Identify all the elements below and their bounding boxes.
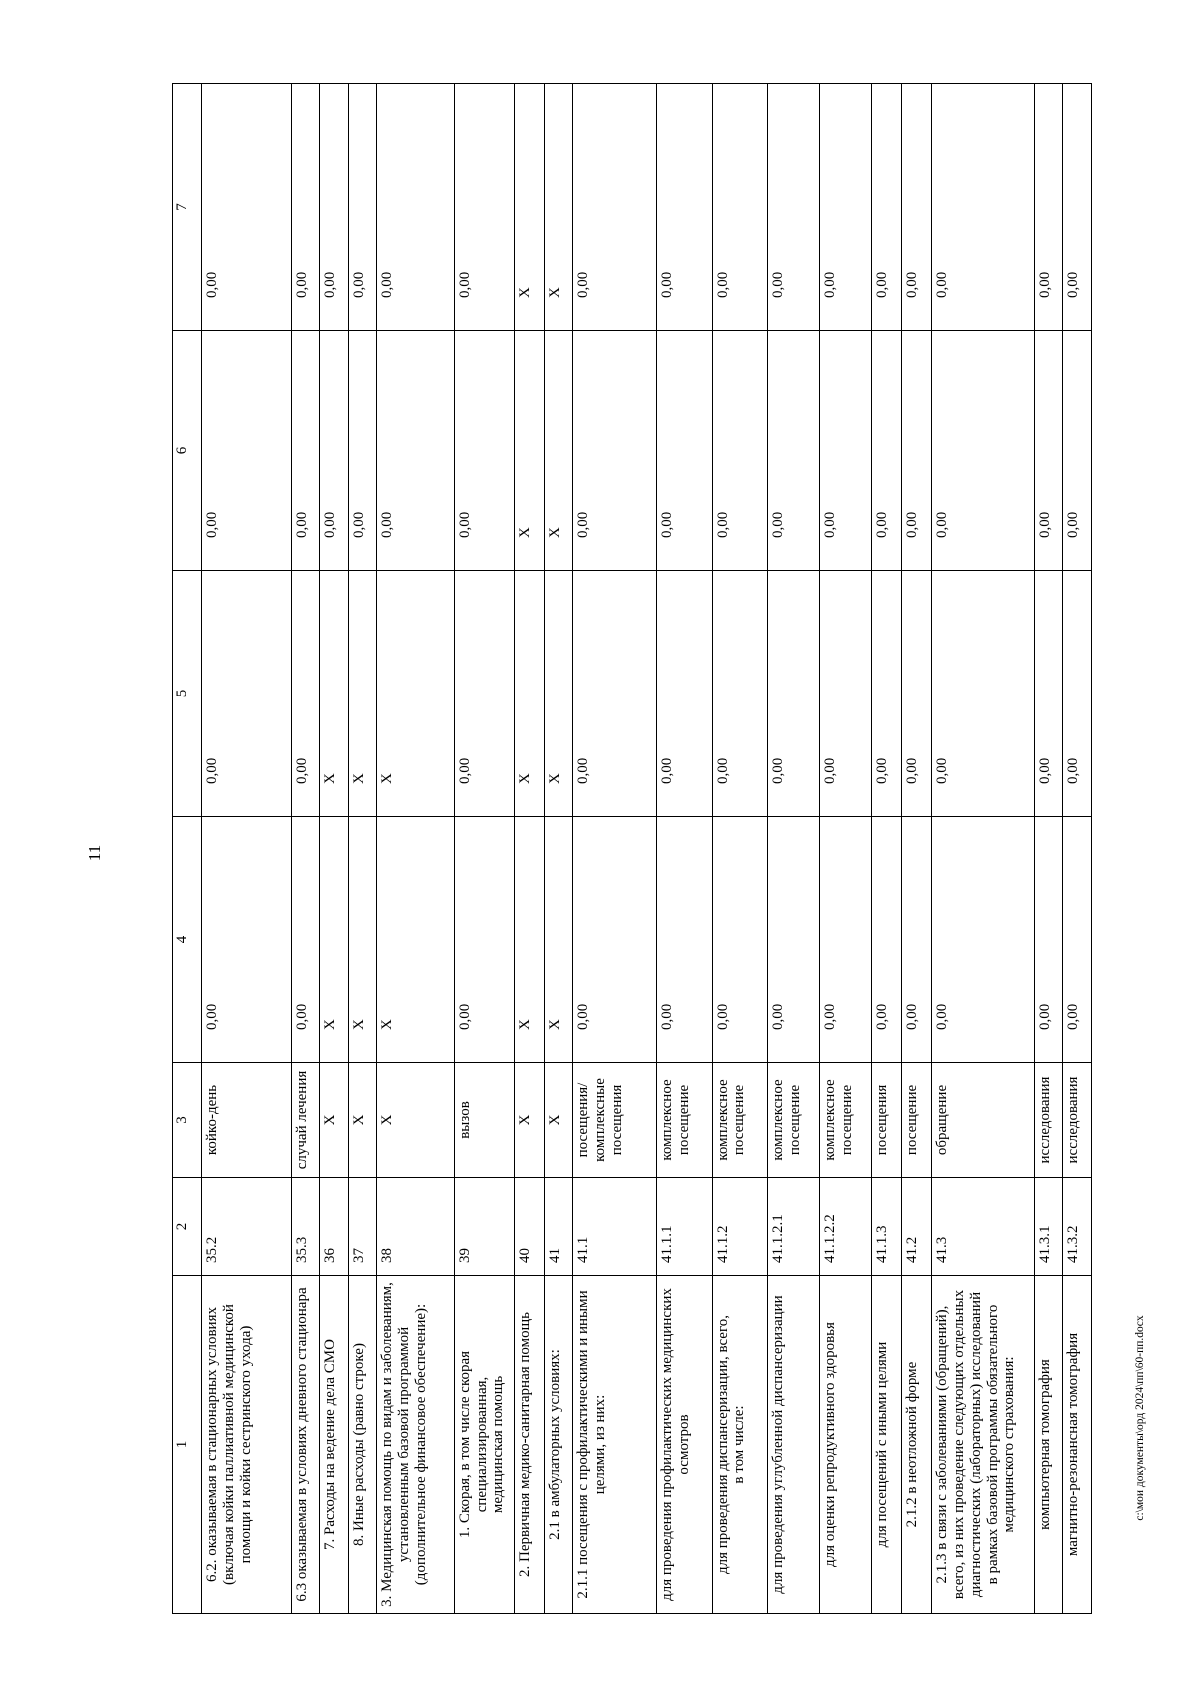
row-code: 41.1.2.2 — [819, 1178, 871, 1276]
row-unit: вызов — [454, 1063, 514, 1178]
table-row — [202, 84, 292, 1614]
row-value-6: 0,00 — [768, 331, 820, 571]
row-value-6: 0,00 — [931, 331, 1034, 571]
row-unit: комплексное посещение — [768, 1063, 820, 1178]
row-name: 2.1.1 посещения с профилактическими и иными целями, из них: — [572, 1276, 656, 1614]
row-code: 41.3.1 — [1034, 1178, 1062, 1276]
row-value-5: 0,00 — [931, 571, 1034, 817]
row-value-6: 0,00 — [454, 331, 514, 571]
row-value-6: 0,00 — [712, 331, 768, 571]
row-value-7: 0,00 — [292, 84, 320, 331]
row-unit: комплексное посещение — [712, 1063, 768, 1178]
row-code: 39 — [454, 1178, 514, 1276]
column-header-7: 7 — [173, 84, 202, 331]
data-table — [172, 83, 1092, 1614]
footer-file-path-text: с:\мои документы\орд 2024\пп\60-пп.docx — [1134, 1315, 1146, 1521]
row-name: для проведения углубленной диспансеризации — [768, 1276, 820, 1614]
row-code: 41.3 — [931, 1178, 1034, 1276]
row-name: для посещений с иными целями — [871, 1276, 901, 1614]
table-row — [454, 84, 514, 1614]
row-code: 35.3 — [292, 1178, 320, 1276]
row-value-4: 0,00 — [202, 817, 292, 1063]
row-value-7: 0,00 — [454, 84, 514, 331]
table-container — [172, 84, 1092, 1614]
row-value-4: Х — [377, 817, 454, 1063]
row-value-5: Х — [514, 571, 544, 817]
rotated-table-frame — [172, 84, 1092, 1614]
row-value-5: Х — [320, 571, 349, 817]
row-value-5: 0,00 — [819, 571, 871, 817]
row-value-6: 0,00 — [202, 331, 292, 571]
row-code: 37 — [349, 1178, 377, 1276]
row-unit: исследования — [1034, 1063, 1062, 1178]
row-value-4: 0,00 — [1062, 817, 1091, 1063]
table-row — [514, 84, 544, 1614]
row-unit: посещения/ комплексные посещения — [572, 1063, 656, 1178]
row-unit: случай лечения — [292, 1063, 320, 1178]
row-value-5: 0,00 — [292, 571, 320, 817]
row-value-4: 0,00 — [931, 817, 1034, 1063]
row-name: 2.1.3 в связи с заболеваниями (обращений), всего, из них проведение следующих отдельных диагностических (лабораторных) исследований в рамках базовой программы обязательного медицинского страхования: — [931, 1276, 1034, 1614]
row-value-4: 0,00 — [656, 817, 712, 1063]
row-name: для проведения диспансеризации, всего, в том числе: — [712, 1276, 768, 1614]
row-value-6: 0,00 — [871, 331, 901, 571]
row-code: 41 — [544, 1178, 572, 1276]
row-value-6: 0,00 — [656, 331, 712, 571]
column-header-4: 4 — [173, 817, 202, 1063]
row-value-4: Х — [514, 817, 544, 1063]
row-value-5: 0,00 — [768, 571, 820, 817]
row-value-7: 0,00 — [349, 84, 377, 331]
table-row — [768, 84, 820, 1614]
row-unit: Х — [544, 1063, 572, 1178]
row-value-7: 0,00 — [572, 84, 656, 331]
table-row — [544, 84, 572, 1614]
row-value-5: 0,00 — [202, 571, 292, 817]
row-value-7: Х — [544, 84, 572, 331]
column-header-3: 3 — [173, 1063, 202, 1178]
table-row — [349, 84, 377, 1614]
row-unit: комплексное посещение — [656, 1063, 712, 1178]
row-name: 2. Первичная медико-санитарная помощь — [514, 1276, 544, 1614]
row-name: 2.1.2 в неотложной форме — [901, 1276, 931, 1614]
row-value-6: 0,00 — [1062, 331, 1091, 571]
row-name: компьютерная томография — [1034, 1276, 1062, 1614]
row-value-5: 0,00 — [901, 571, 931, 817]
row-value-6: 0,00 — [901, 331, 931, 571]
row-value-5: 0,00 — [1034, 571, 1062, 817]
column-header-6: 6 — [173, 331, 202, 571]
table-row — [931, 84, 1034, 1614]
row-value-4: Х — [544, 817, 572, 1063]
row-name: для оценки репродуктивного здоровья — [819, 1276, 871, 1614]
column-header-1: 1 — [173, 1276, 202, 1614]
row-value-4: 0,00 — [712, 817, 768, 1063]
row-value-6: 0,00 — [572, 331, 656, 571]
row-value-7: 0,00 — [819, 84, 871, 331]
row-code: 41.1.1 — [656, 1178, 712, 1276]
row-value-4: Х — [320, 817, 349, 1063]
row-value-4: 0,00 — [1034, 817, 1062, 1063]
row-value-5: 0,00 — [572, 571, 656, 817]
table-body — [173, 84, 1092, 1614]
table-row — [656, 84, 712, 1614]
row-value-7: 0,00 — [202, 84, 292, 331]
row-name: 6.3 оказываемая в условиях дневного стационара — [292, 1276, 320, 1614]
row-value-4: 0,00 — [819, 817, 871, 1063]
row-value-5: 0,00 — [454, 571, 514, 817]
row-value-5: 0,00 — [656, 571, 712, 817]
row-name: для проведения профилактических медицинских осмотров — [656, 1276, 712, 1614]
row-unit: Х — [320, 1063, 349, 1178]
row-name: 1. Скорая, в том числе скорая специализированная, медицинская помощь — [454, 1276, 514, 1614]
row-value-5: Х — [377, 571, 454, 817]
column-header-5: 5 — [173, 571, 202, 817]
row-value-7: 0,00 — [901, 84, 931, 331]
row-value-7: 0,00 — [377, 84, 454, 331]
row-code: 35.2 — [202, 1178, 292, 1276]
row-value-7: 0,00 — [320, 84, 349, 331]
table-row — [819, 84, 871, 1614]
row-value-5: 0,00 — [871, 571, 901, 817]
table-row — [1034, 84, 1062, 1614]
row-value-7: 0,00 — [1034, 84, 1062, 331]
row-value-4: 0,00 — [768, 817, 820, 1063]
row-code: 41.1.3 — [871, 1178, 901, 1276]
table-row — [292, 84, 320, 1614]
row-value-6: Х — [514, 331, 544, 571]
row-code: 41.2 — [901, 1178, 931, 1276]
row-value-4: 0,00 — [871, 817, 901, 1063]
row-code: 38 — [377, 1178, 454, 1276]
row-value-7: 0,00 — [931, 84, 1034, 331]
row-code: 41.3.2 — [1062, 1178, 1091, 1276]
row-value-6: 0,00 — [1034, 331, 1062, 571]
row-value-6: 0,00 — [292, 331, 320, 571]
row-value-6: 0,00 — [819, 331, 871, 571]
row-code: 40 — [514, 1178, 544, 1276]
row-unit: посещение — [901, 1063, 931, 1178]
row-value-6: 0,00 — [349, 331, 377, 571]
row-value-6: 0,00 — [320, 331, 349, 571]
row-code: 41.1.2 — [712, 1178, 768, 1276]
row-value-5: Х — [544, 571, 572, 817]
row-value-4: 0,00 — [572, 817, 656, 1063]
row-value-7: 0,00 — [1062, 84, 1091, 331]
row-unit: комплексное посещение — [819, 1063, 871, 1178]
row-value-6: Х — [544, 331, 572, 571]
row-name: 3. Медицинская помощь по видам и заболеваниям, установленным базовой программой (дополнительное финансовое обеспечение): — [377, 1276, 454, 1614]
table-row — [712, 84, 768, 1614]
row-value-4: Х — [349, 817, 377, 1063]
row-value-4: 0,00 — [292, 817, 320, 1063]
row-name: 8. Иные расходы (равно строке) — [349, 1276, 377, 1614]
row-value-6: 0,00 — [377, 331, 454, 571]
row-code: 41.1.2.1 — [768, 1178, 820, 1276]
row-name: 2.1 в амбулаторных условиях: — [544, 1276, 572, 1614]
table-row — [871, 84, 901, 1614]
row-value-7: Х — [514, 84, 544, 331]
table-row — [320, 84, 349, 1614]
row-value-7: 0,00 — [871, 84, 901, 331]
table-row — [572, 84, 656, 1614]
row-value-7: 0,00 — [768, 84, 820, 331]
row-value-5: 0,00 — [712, 571, 768, 817]
row-unit: Х — [514, 1063, 544, 1178]
row-unit: исследования — [1062, 1063, 1091, 1178]
row-code: 41.1 — [572, 1178, 656, 1276]
row-name: магнитно-резонансная томография — [1062, 1276, 1091, 1614]
page-number: 11 — [85, 844, 104, 862]
header-row — [173, 84, 202, 1614]
row-value-4: 0,00 — [454, 817, 514, 1063]
row-value-7: 0,00 — [712, 84, 768, 331]
table-row — [901, 84, 931, 1614]
row-unit: Х — [349, 1063, 377, 1178]
row-unit: койко-день — [202, 1063, 292, 1178]
row-unit: обращение — [931, 1063, 1034, 1178]
row-value-5: Х — [349, 571, 377, 817]
row-name: 6.2. оказываемая в стационарных условиях (включая койки паллиативной медицинской помощи и койки сестринского ухода) — [202, 1276, 292, 1614]
column-header-2: 2 — [173, 1178, 202, 1276]
row-value-4: 0,00 — [901, 817, 931, 1063]
row-value-5: 0,00 — [1062, 571, 1091, 817]
row-unit: Х — [377, 1063, 454, 1178]
table-row — [377, 84, 454, 1614]
row-code: 36 — [320, 1178, 349, 1276]
row-name: 7. Расходы на ведение дела СМО — [320, 1276, 349, 1614]
row-value-7: 0,00 — [656, 84, 712, 331]
table-row — [1062, 84, 1091, 1614]
row-unit: посещения — [871, 1063, 901, 1178]
